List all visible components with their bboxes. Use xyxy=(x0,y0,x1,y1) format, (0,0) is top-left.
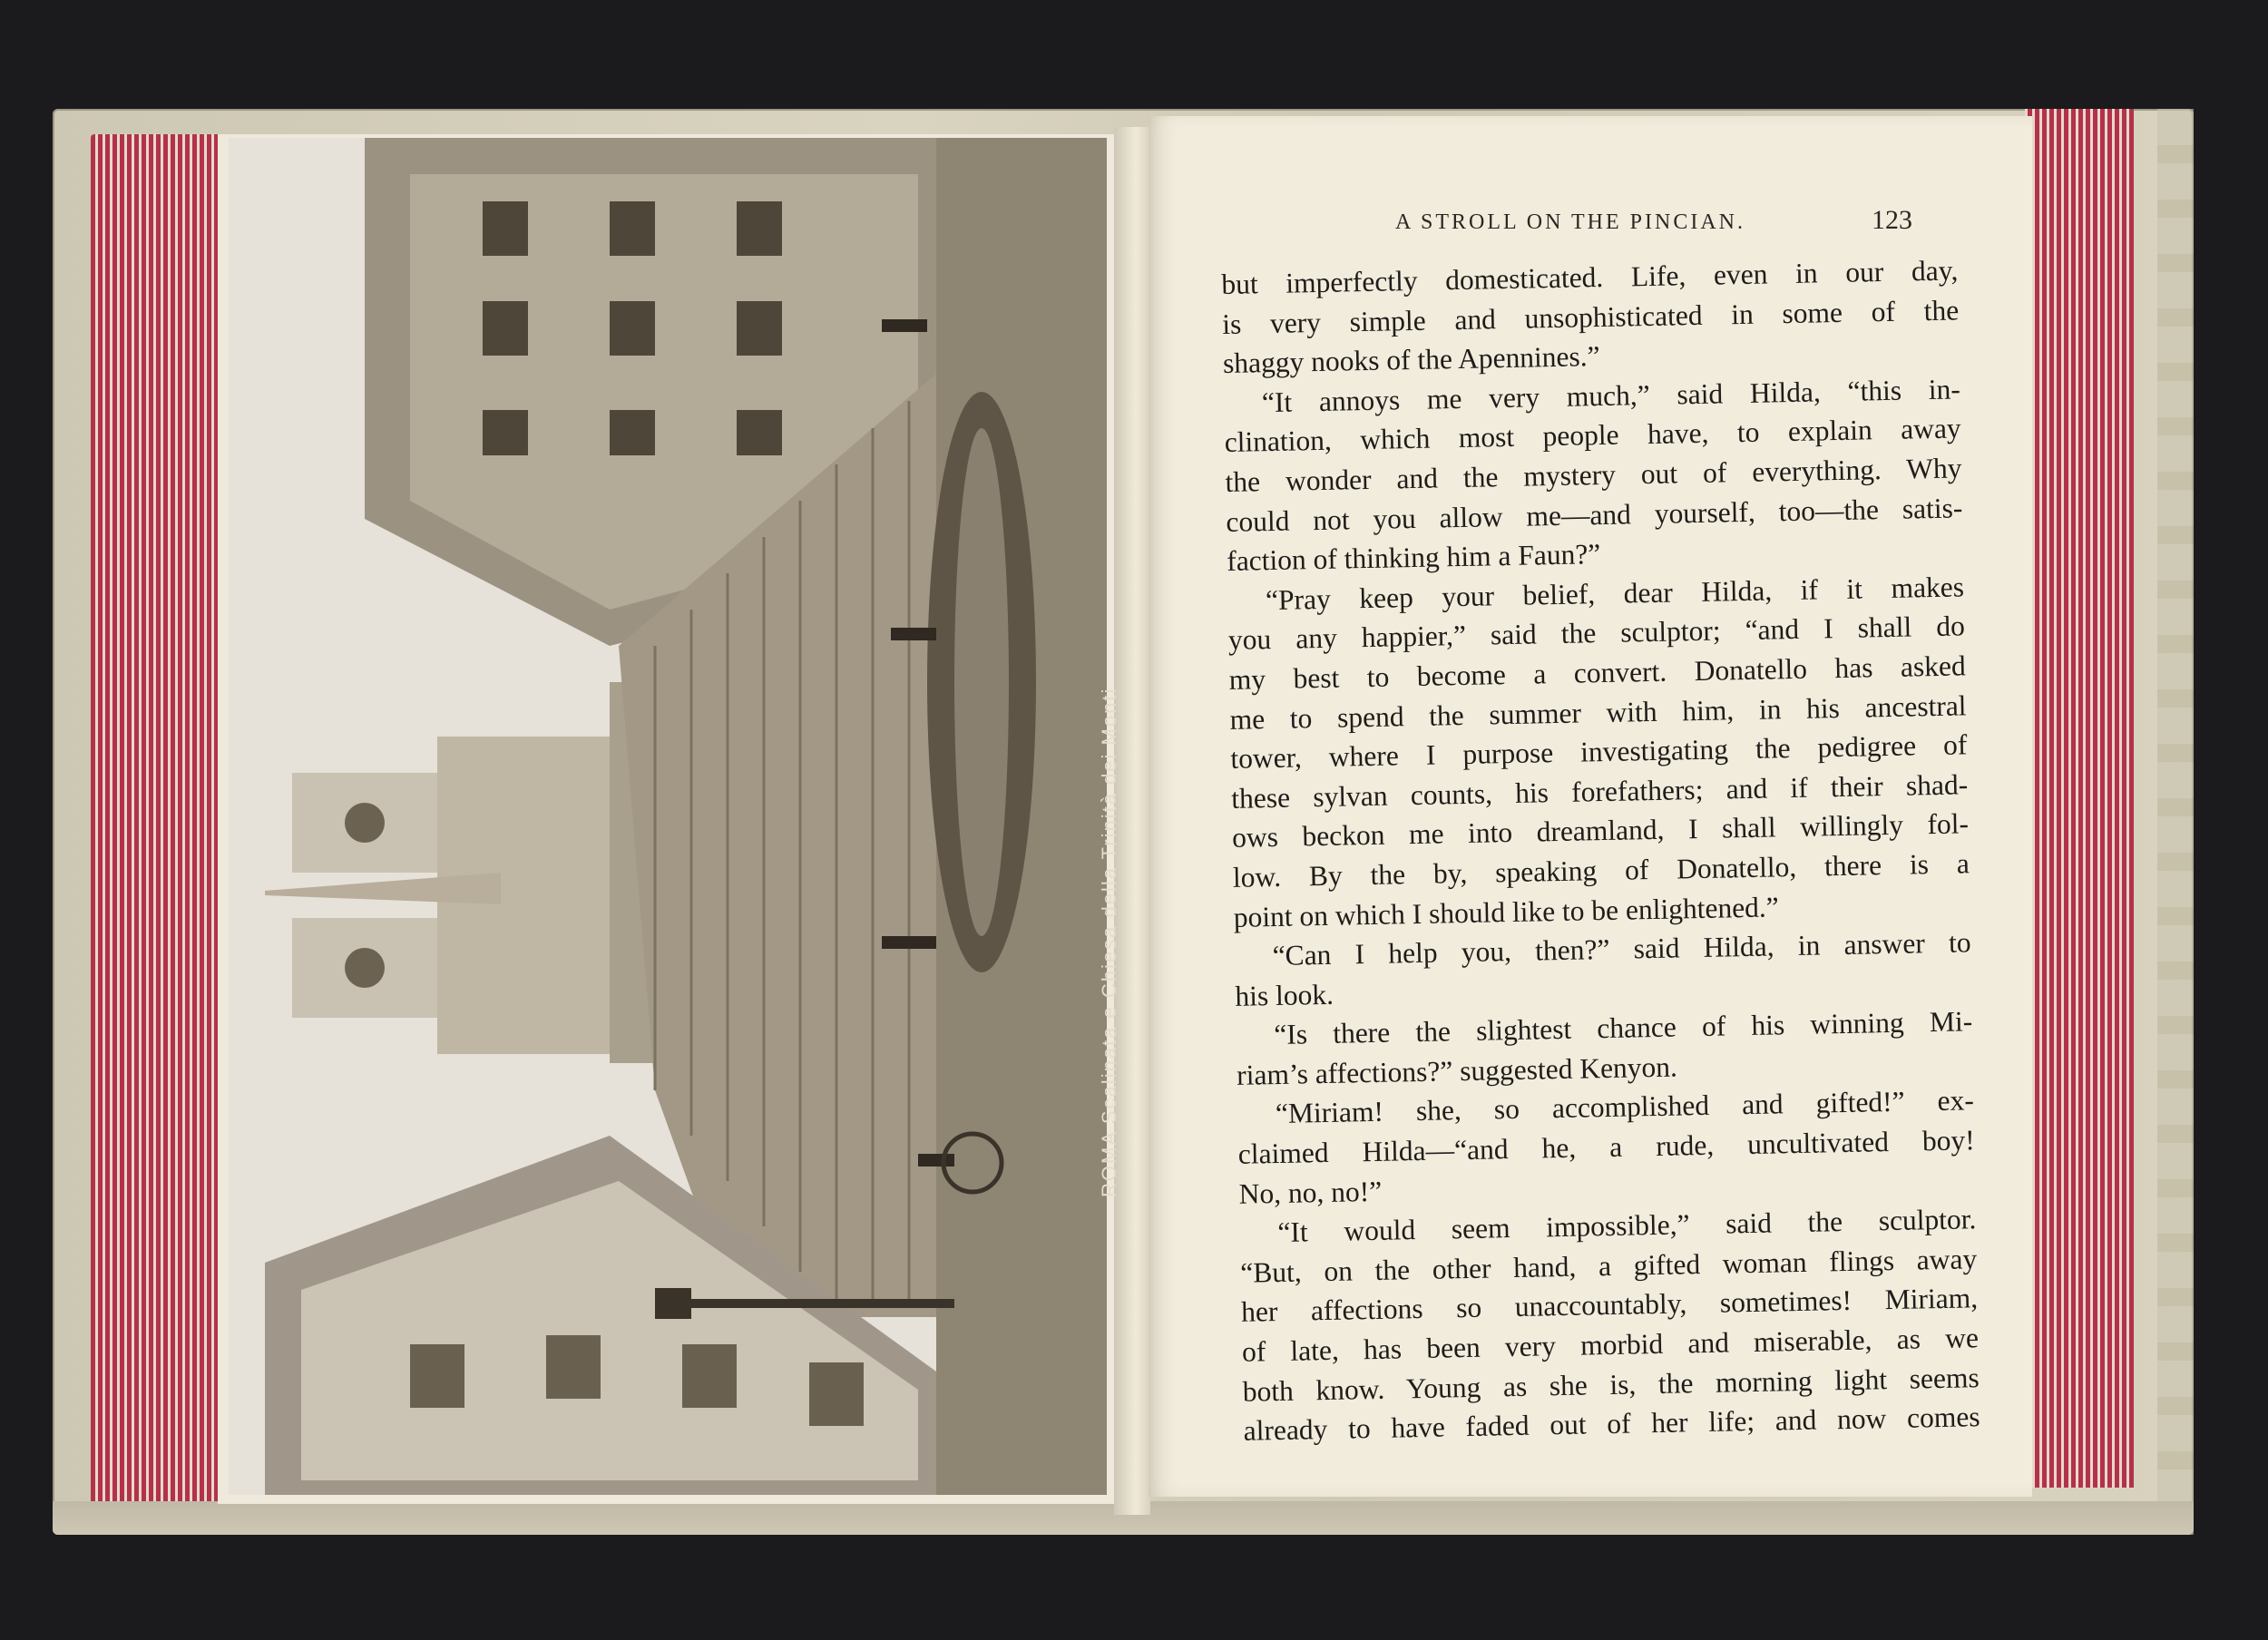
text-line: his look. xyxy=(1235,978,1334,1012)
text-line: “Is there the slightest chance of his winning Mi- xyxy=(1273,1005,1973,1051)
text-line: point on which I should like to be enlightened.” xyxy=(1233,890,1780,933)
text-line: is very simple and unsophisticated in some of the xyxy=(1221,293,1960,340)
photo-caption: ROMA Scalinata e Chiesa della Trinità dei Monti xyxy=(1098,687,1120,1197)
text-line: No, no, no!” xyxy=(1238,1175,1383,1210)
text-line: “It would seem impossible,” said the sculptor. xyxy=(1277,1203,1977,1249)
text-line: already to have faded out of her life; and now comes xyxy=(1243,1401,1980,1447)
page-text xyxy=(1221,250,1980,1450)
running-head: A STROLL ON THE PINCIAN. xyxy=(1395,210,1746,234)
text-line: of late, has been very morbid and miserable, as we xyxy=(1241,1322,1980,1368)
text-line: tower, where I purpose investigating the pedigree of xyxy=(1230,728,1968,776)
text-line: “But, on the other hand, a gifted woman flings away xyxy=(1239,1243,1978,1289)
text-line: “It annoys me very much,” said Hilda, “this in- xyxy=(1261,373,1961,418)
photograph-spanish-steps xyxy=(229,138,1107,1495)
text-line: “Can I help you, then?” said Hilda, in answer to xyxy=(1272,926,1971,972)
text-line: could not you allow me—and yourself, too—the satis- xyxy=(1226,491,1963,538)
text-line: but imperfectly domesticated. Life, even in our day, xyxy=(1221,254,1959,300)
page-edges-right xyxy=(2025,109,2134,1488)
page-number: 123 xyxy=(1872,205,1912,235)
photograph-illustration xyxy=(229,138,1107,1495)
text-line: riam’s affections?” suggested Kenyon. xyxy=(1236,1050,1678,1091)
text-line: clination, which most people have, to explain away xyxy=(1224,412,1961,459)
text-line: shaggy nooks of the Apennines.” xyxy=(1222,340,1600,380)
text-line: you any happier,” said the sculptor; “and I shall do xyxy=(1227,610,1966,657)
text-line: these sylvan counts, his forefathers; and if their shad- xyxy=(1230,768,1969,815)
text-line: claimed Hilda—“and he, a rude, uncultivated boy! xyxy=(1237,1124,1976,1170)
text-line: ows beckon me into dreamland, I shall willingly fol- xyxy=(1231,807,1970,854)
text-line: low. By the by, speaking of Donatello, there is a xyxy=(1232,847,1970,893)
text-line: “Miriam! she, so accomplished and gifted!” ex- xyxy=(1275,1084,1975,1130)
text-line: “Pray keep your belief, dear Hilda, if it makes xyxy=(1265,571,1965,616)
text-line: both know. Young as she is, the morning light seems xyxy=(1242,1361,1980,1408)
text-line: my best to become a convert. Donatello has asked xyxy=(1228,649,1966,696)
cover-ornament xyxy=(2157,109,2194,1535)
page-edges-left xyxy=(91,134,227,1504)
text-line: the wonder and the mystery out of everything. Why xyxy=(1225,452,1962,498)
text-line: me to spend the summer with him, in his ancestral xyxy=(1229,688,1967,736)
text-line: faction of thinking him a Faun?” xyxy=(1226,538,1601,578)
text-line: her affections so unaccountably, sometimes! Miriam, xyxy=(1240,1282,1979,1329)
